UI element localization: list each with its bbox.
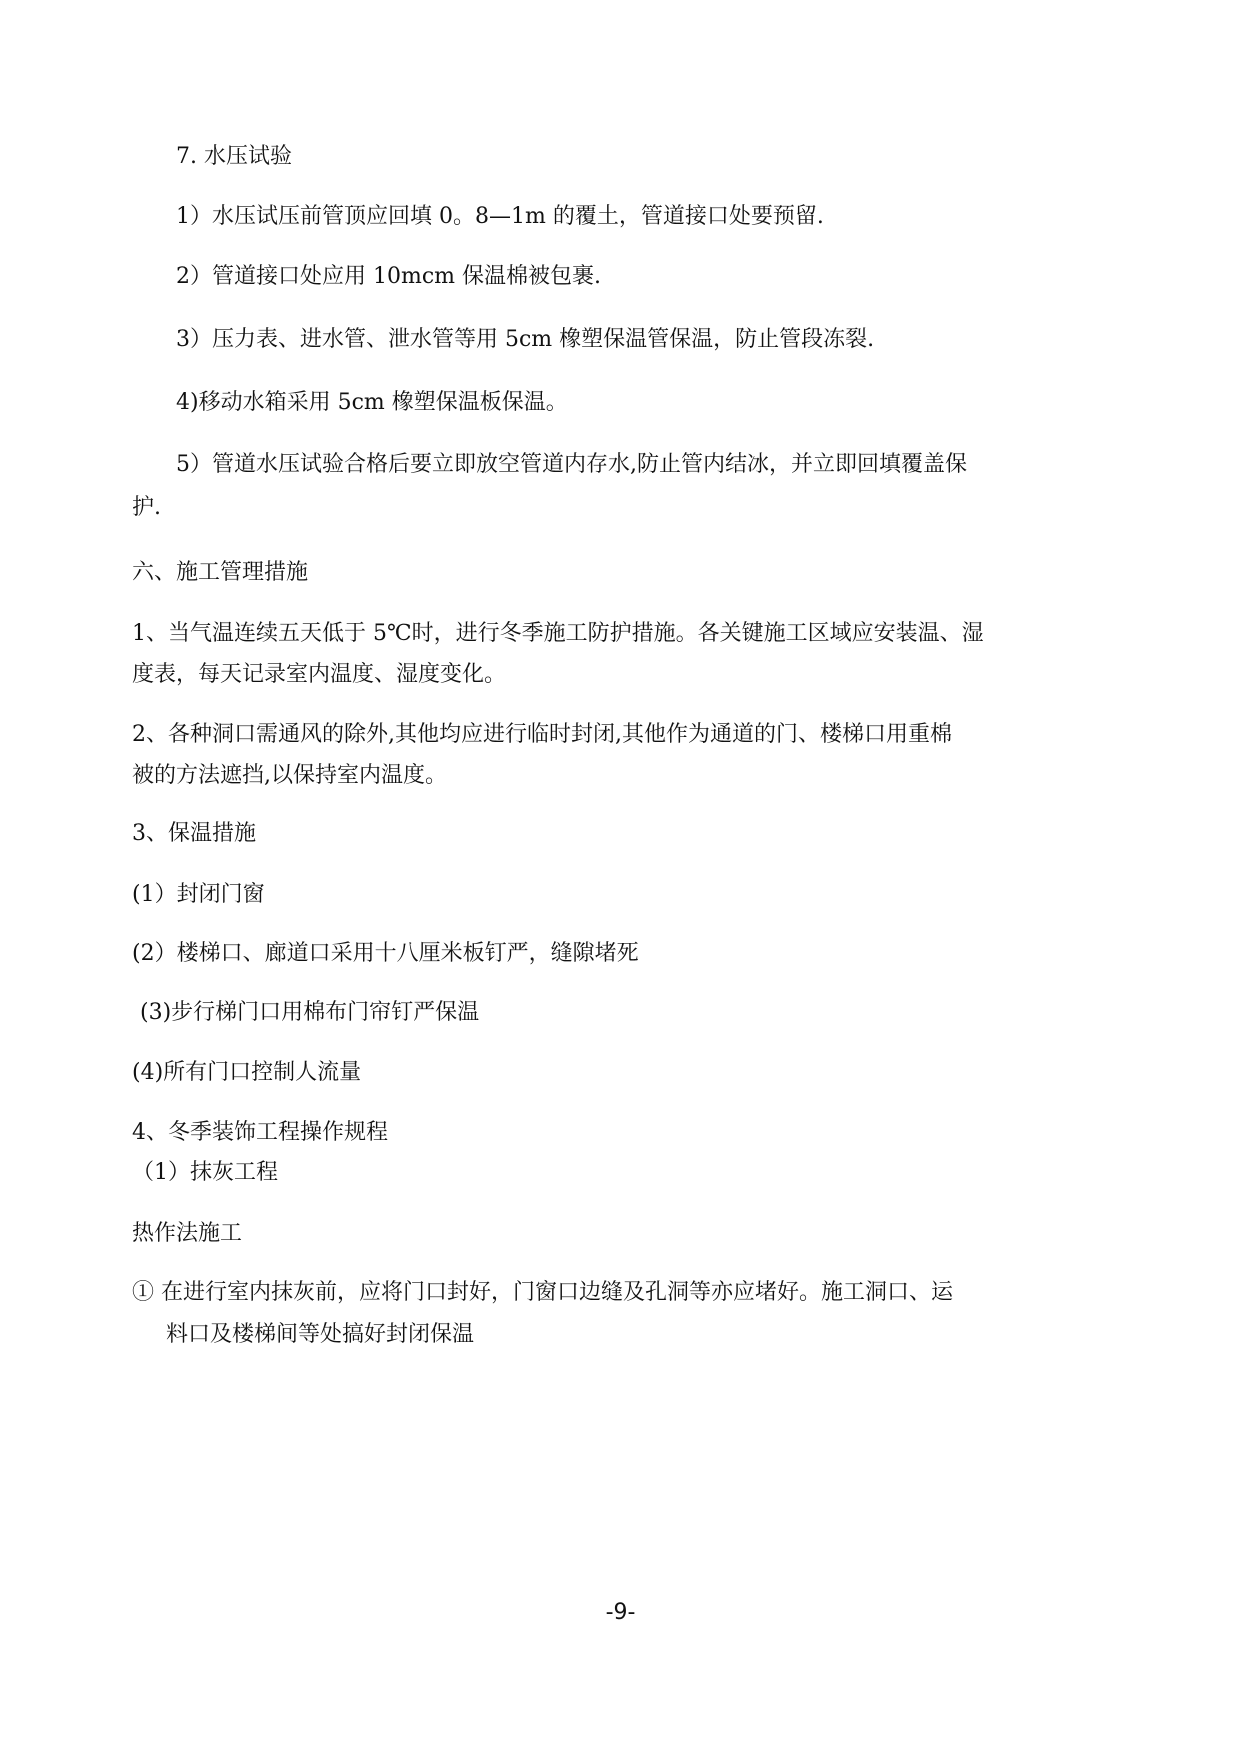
subsection-heading: 3、保温措施: [132, 821, 256, 846]
subsection-heading: 4、冬季装饰工程操作规程: [132, 1120, 388, 1145]
list-item: 1）水压试压前管顶应回填 0。8—1m 的覆土，管道接口处要预留.: [176, 204, 824, 229]
list-item: (2）楼梯口、廊道口采用十八厘米板钉严，缝隙堵死: [132, 941, 639, 966]
list-item: (4)所有门口控制人流量: [132, 1060, 362, 1085]
list-item: (3)步行梯门口用棉布门帘钉严保温: [140, 1000, 480, 1025]
list-item-continuation: 护.: [132, 495, 161, 520]
list-item: 4)移动水箱采用 5cm 橡塑保温板保温。: [176, 390, 568, 415]
paragraph-line: 料口及楼梯间等处搞好封闭保温: [166, 1322, 475, 1347]
method-heading: 热作法施工: [132, 1221, 243, 1246]
list-item: 5）管道水压试验合格后要立即放空管道内存水,防止管内结冰，并立即回填覆盖保: [176, 452, 967, 477]
list-item: 2）管道接口处应用 10mcm 保温棉被包裹.: [176, 264, 602, 289]
section-7-heading: 7. 水压试验: [176, 144, 292, 169]
paragraph-line: 被的方法遮挡,以保持室内温度。: [132, 763, 447, 788]
list-item: 3）压力表、进水管、泄水管等用 5cm 橡塑保温管保温，防止管段冻裂.: [176, 327, 875, 352]
list-item: (1）封闭门窗: [132, 882, 265, 907]
sub-item: （1）抹灰工程: [132, 1160, 278, 1185]
section-6-heading: 六、施工管理措施: [132, 560, 309, 585]
paragraph-line: ① 在进行室内抹灰前，应将门口封好，门窗口边缝及孔洞等亦应堵好。施工洞口、运: [132, 1280, 953, 1305]
paragraph-line: 度表，每天记录室内温度、湿度变化。: [132, 662, 507, 687]
page-number: -9-: [605, 1600, 636, 1625]
paragraph-line: 1、当气温连续五天低于 5℃时，进行冬季施工防护措施。各关键施工区域应安装温、湿: [132, 621, 984, 646]
paragraph-line: 2、各种洞口需通风的除外,其他均应进行临时封闭,其他作为通道的门、楼梯口用重棉: [132, 722, 952, 747]
